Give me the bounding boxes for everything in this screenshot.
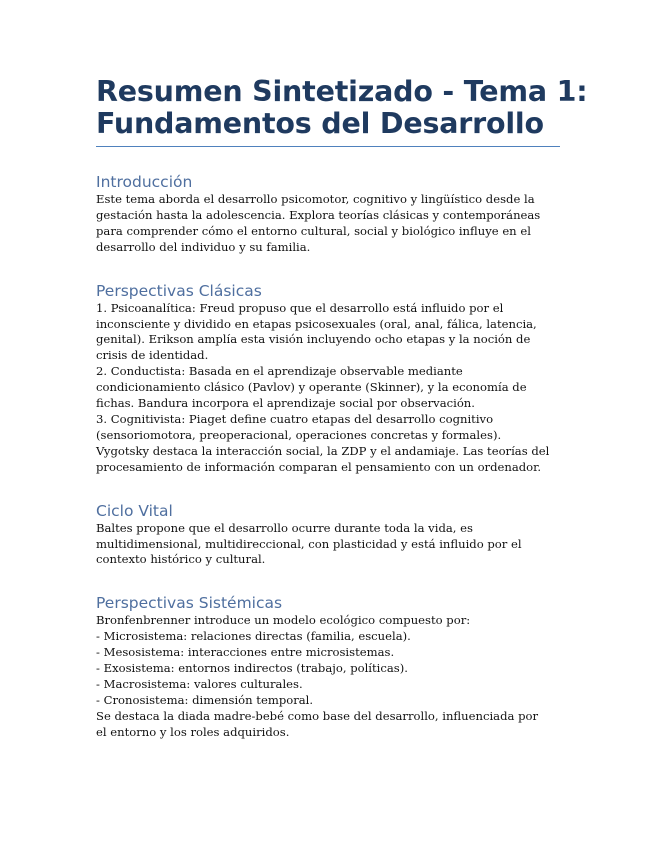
body-text-line: Vygotsky destaca la interacción social, la ZDP y el andamiaje. Las teorías del (96, 443, 550, 458)
section-gap (96, 476, 560, 502)
body-text-line: gestación hasta la adolescencia. Explora teorías clásicas y contemporáneas (96, 207, 541, 222)
body-text-line: - Mesosistema: interacciones entre microsistemas. (96, 645, 395, 660)
body-text-line: - Cronosistema: dimensión temporal. (96, 692, 314, 707)
section-body (96, 192, 560, 256)
section-gap (96, 256, 560, 282)
title-divider (96, 146, 560, 147)
body-text-line: - Exosistema: entornos indirectos (trabajo, políticas). (96, 661, 408, 676)
section-body (96, 613, 560, 740)
page-title-line-1: Resumen Sintetizado - Tema 1: (96, 75, 588, 108)
body-text-line: contexto histórico y cultural. (96, 552, 266, 567)
body-text-line: fichas. Bandura incorpora el aprendizaje social por observación. (96, 396, 475, 411)
body-text-line: para comprender cómo el entorno cultural, social y biológico influye en el (96, 223, 531, 238)
section (96, 502, 560, 569)
body-text-line: crisis de identidad. (96, 348, 209, 363)
page-title (96, 75, 588, 146)
section-heading: Perspectivas Clásicas (96, 281, 262, 300)
body-text-line: el entorno y los roles adquiridos. (96, 724, 290, 739)
body-text-line: - Macrosistema: valores culturales. (96, 676, 303, 691)
section-heading: Introducción (96, 173, 193, 191)
body-text-line: procesamiento de información comparan el pensamiento con un ordenador. (96, 459, 542, 474)
body-text-line: Este tema aborda el desarrollo psicomotor, cognitivo y lingüístico desde la (96, 192, 535, 206)
section-heading: Ciclo Vital (96, 501, 173, 520)
body-text-line: 1. Psicoanalítica: Freud propuso que el desarrollo está influido por el (96, 300, 504, 315)
body-text-line: desarrollo del individuo y su familia. (96, 239, 311, 254)
body-text-line: inconsciente y dividido en etapas psicosexuales (oral, anal, fálica, latencia, (96, 316, 537, 331)
body-text-line: 3. Cognitivista: Piaget define cuatro etapas del desarrollo cognitivo (96, 411, 494, 426)
body-text-line: 2. Conductista: Basada en el aprendizaje observable mediante (96, 364, 463, 379)
section-body (96, 301, 560, 476)
section-heading: Perspectivas Sistémicas (96, 594, 283, 613)
body-text-line: multidimensional, multidireccional, con plasticidad y está influido por el (96, 536, 522, 551)
body-text-line: Bronfenbrenner introduce un modelo ecológico compuesto por: (96, 613, 471, 628)
body-text-line: - Microsistema: relaciones directas (familia, escuela). (96, 629, 411, 644)
document-page (96, 75, 588, 741)
body-text-line: (sensoriomotora, preoperacional, operaciones concretas y formales). (96, 427, 502, 442)
body-text-line: Se destaca la diada madre-bebé como base del desarrollo, influenciada por (96, 708, 539, 723)
section (96, 282, 560, 476)
section (96, 594, 560, 740)
section (96, 173, 560, 256)
section-gap (96, 568, 560, 594)
body-text-line: Baltes propone que el desarrollo ocurre durante toda la vida, es (96, 520, 473, 535)
section-body (96, 521, 560, 569)
page-title-line-2: Fundamentos del Desarrollo (96, 107, 544, 140)
body-text-line: genital). Erikson amplía esta visión incluyendo ocho etapas y la noción de (96, 332, 531, 347)
body-text-line: condicionamiento clásico (Pavlov) y operante (Skinner), y la economía de (96, 380, 527, 395)
sections-container (96, 173, 560, 741)
